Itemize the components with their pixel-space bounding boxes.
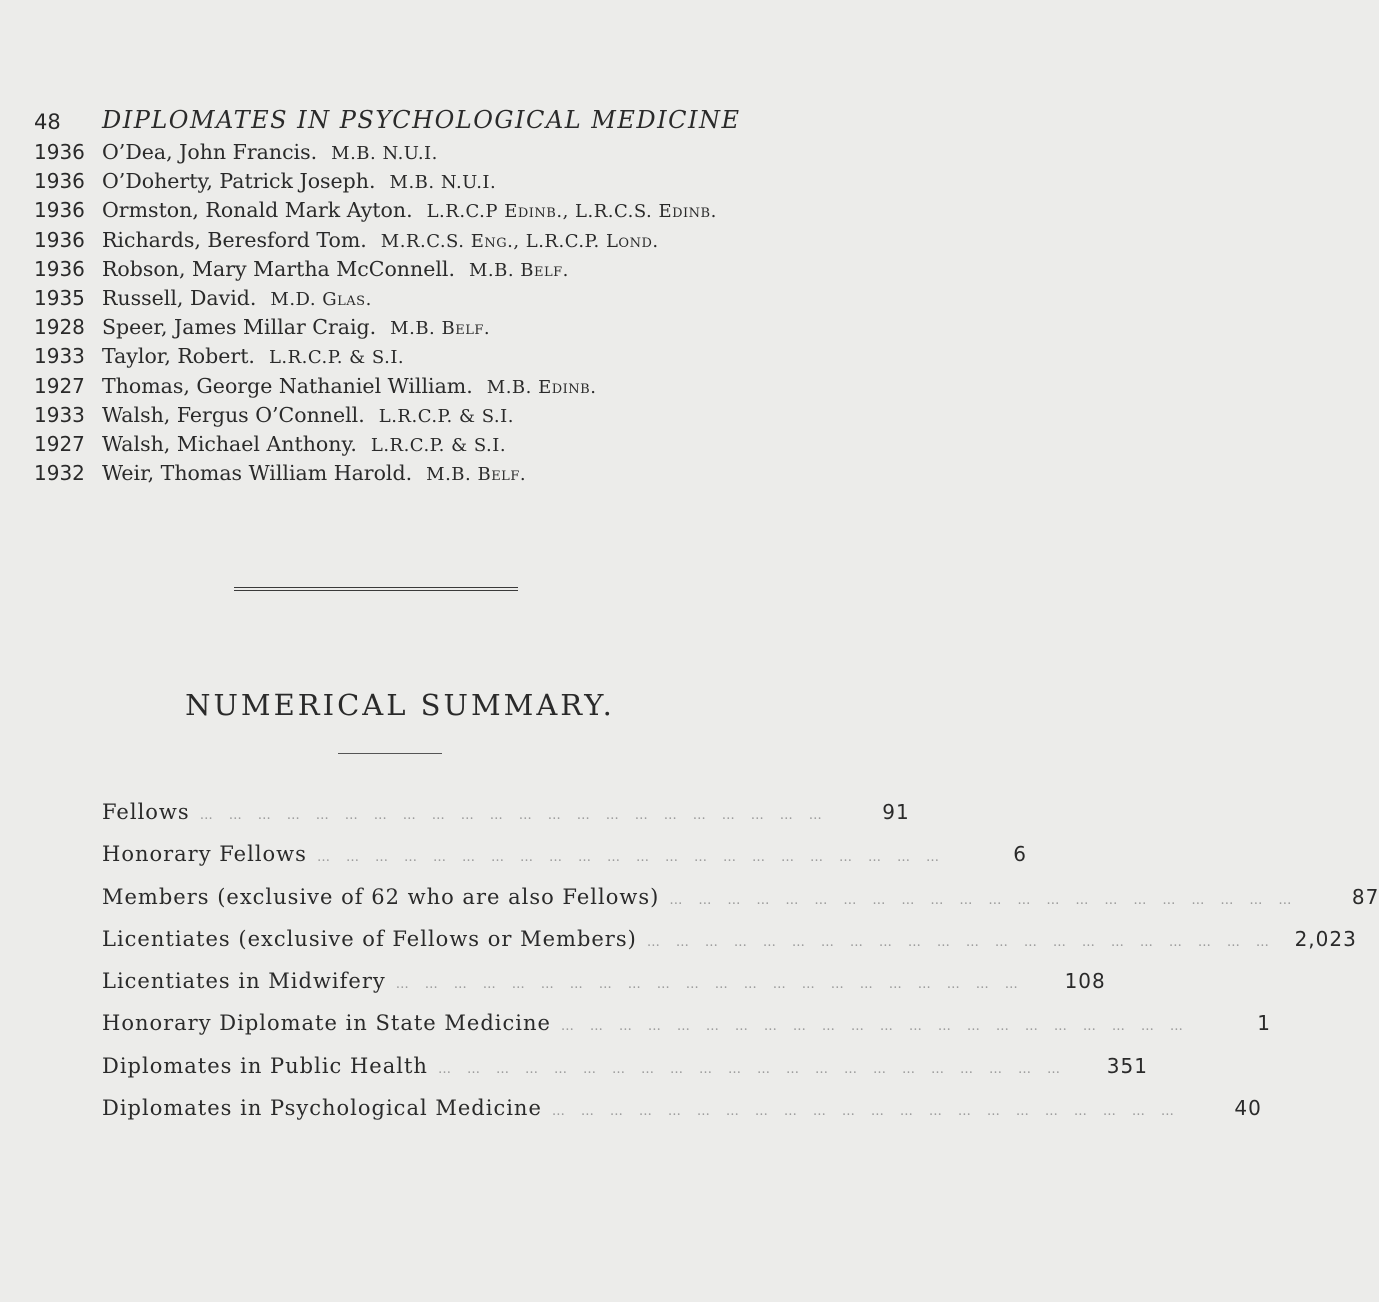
leader-dots: ………………………………………………………… <box>199 808 838 823</box>
section-divider <box>234 587 518 588</box>
entry-qualifications: M.B. Belf. <box>426 464 527 486</box>
entry-name: Speer, James Millar Craig. <box>102 315 377 340</box>
title-underline <box>338 753 442 754</box>
entry-year: 1936 <box>34 169 85 194</box>
summary-title: NUMERICAL SUMMARY. <box>185 688 615 722</box>
entry-name: Walsh, Michael Anthony. <box>102 431 357 456</box>
leader-dots: ………………………………………………………… <box>551 1104 1190 1120</box>
list-item <box>34 257 717 286</box>
list-item <box>34 315 717 344</box>
entry-qualifications: M.B. N.U.I. <box>331 143 438 164</box>
entry-year: 1936 <box>34 256 85 281</box>
summary-label: Honorary Diplomate in State Medicine <box>102 1011 551 1036</box>
summary-row <box>102 800 910 842</box>
entry-year: 1932 <box>34 461 85 486</box>
list-item <box>34 374 717 403</box>
summary-row <box>102 969 1106 1011</box>
entry-qualifications: L.R.C.P Edinb., L.R.C.S. Edinb. <box>426 201 717 223</box>
entry-year: 1936 <box>34 227 85 252</box>
summary-row <box>102 926 1357 969</box>
entry-name: Russell, David. <box>102 285 257 310</box>
summary-row <box>102 1096 1262 1138</box>
list-item <box>34 140 717 169</box>
diplomate-list <box>34 140 717 490</box>
entry-name: Robson, Mary Martha McConnell. <box>102 256 455 281</box>
list-item <box>34 344 717 373</box>
leader-dots: ………………………………………………………… <box>646 934 1285 950</box>
entry-year: 1936 <box>34 198 85 223</box>
list-item <box>34 228 717 257</box>
entry-year: 1927 <box>34 431 85 456</box>
entry-year: 1933 <box>34 344 85 369</box>
entry-name: Walsh, Fergus O’Connell. <box>102 402 365 427</box>
entry-qualifications: M.B. N.U.I. <box>389 172 497 194</box>
summary-label: Diplomates in Psychological Medicine <box>102 1096 542 1121</box>
leader-dots: ………………………………………………………… <box>437 1061 1076 1077</box>
running-title: DIPLOMATES IN PSYCHOLOGICAL MEDICINE <box>102 106 741 134</box>
entry-year: 1933 <box>34 402 85 427</box>
entry-qualifications: M.R.C.S. Eng., L.R.C.P. Lond. <box>380 230 659 252</box>
list-item <box>34 169 717 198</box>
leader-dots: ………………………………………………………… <box>316 850 955 866</box>
entry-name: Taylor, Robert. <box>102 344 255 369</box>
entry-year: 1928 <box>34 315 85 340</box>
entry-name: O’Doherty, Patrick Joseph. <box>102 169 376 194</box>
summary-value: 87 <box>1351 884 1379 909</box>
summary-value: 108 <box>1064 969 1106 994</box>
summary-label: Diplomates in Public Health <box>102 1053 428 1078</box>
summary-row <box>102 1053 1148 1096</box>
summary-row <box>102 1011 1271 1053</box>
list-item <box>34 432 717 461</box>
summary-row <box>102 842 1027 884</box>
entry-qualifications: L.R.C.P. & S.I. <box>370 434 507 456</box>
numerical-summary <box>102 800 1379 1138</box>
summary-value: 1 <box>1257 1011 1271 1036</box>
entry-name: O’Dea, John Francis. <box>102 140 318 164</box>
summary-value: 351 <box>1106 1053 1148 1078</box>
leader-dots: ………………………………………………………… <box>560 1019 1199 1035</box>
list-item <box>34 286 717 315</box>
entry-year: 1936 <box>34 140 85 164</box>
list-item <box>34 198 717 227</box>
list-item <box>34 403 717 432</box>
section-divider <box>234 590 518 591</box>
entry-name: Ormston, Ronald Mark Ayton. <box>102 198 413 223</box>
summary-label: Licentiates in Midwifery <box>102 969 386 994</box>
page-number: 48 <box>34 110 61 134</box>
summary-label: Honorary Fellows <box>102 842 307 867</box>
entry-qualifications: L.R.C.P. & S.I. <box>378 405 514 427</box>
summary-value: 91 <box>882 800 910 824</box>
entry-qualifications: M.D. Glas. <box>270 288 372 310</box>
entry-name: Weir, Thomas William Harold. <box>102 461 413 486</box>
entry-name: Richards, Beresford Tom. <box>102 227 367 252</box>
summary-row <box>102 884 1379 927</box>
list-item <box>34 461 717 490</box>
summary-value: 6 <box>1013 842 1027 867</box>
entry-qualifications: M.B. Belf. <box>390 318 491 340</box>
summary-label: Fellows <box>102 800 190 824</box>
entry-year: 1927 <box>34 373 85 398</box>
summary-value: 40 <box>1234 1096 1262 1121</box>
summary-label: Licentiates (exclusive of Fellows or Members) <box>102 926 637 951</box>
entry-year: 1935 <box>34 285 85 310</box>
entry-qualifications: M.B. Belf. <box>468 259 569 281</box>
leader-dots: ………………………………………………………… <box>669 892 1308 908</box>
summary-label: Members (exclusive of 62 who are also Fellows) <box>102 884 660 909</box>
entry-qualifications: L.R.C.P. & S.I. <box>268 347 405 369</box>
leader-dots: ………………………………………………………… <box>395 977 1034 993</box>
entry-qualifications: M.B. Edinb. <box>486 376 597 398</box>
summary-value: 2,023 <box>1294 926 1357 951</box>
entry-name: Thomas, George Nathaniel William. <box>102 373 473 398</box>
